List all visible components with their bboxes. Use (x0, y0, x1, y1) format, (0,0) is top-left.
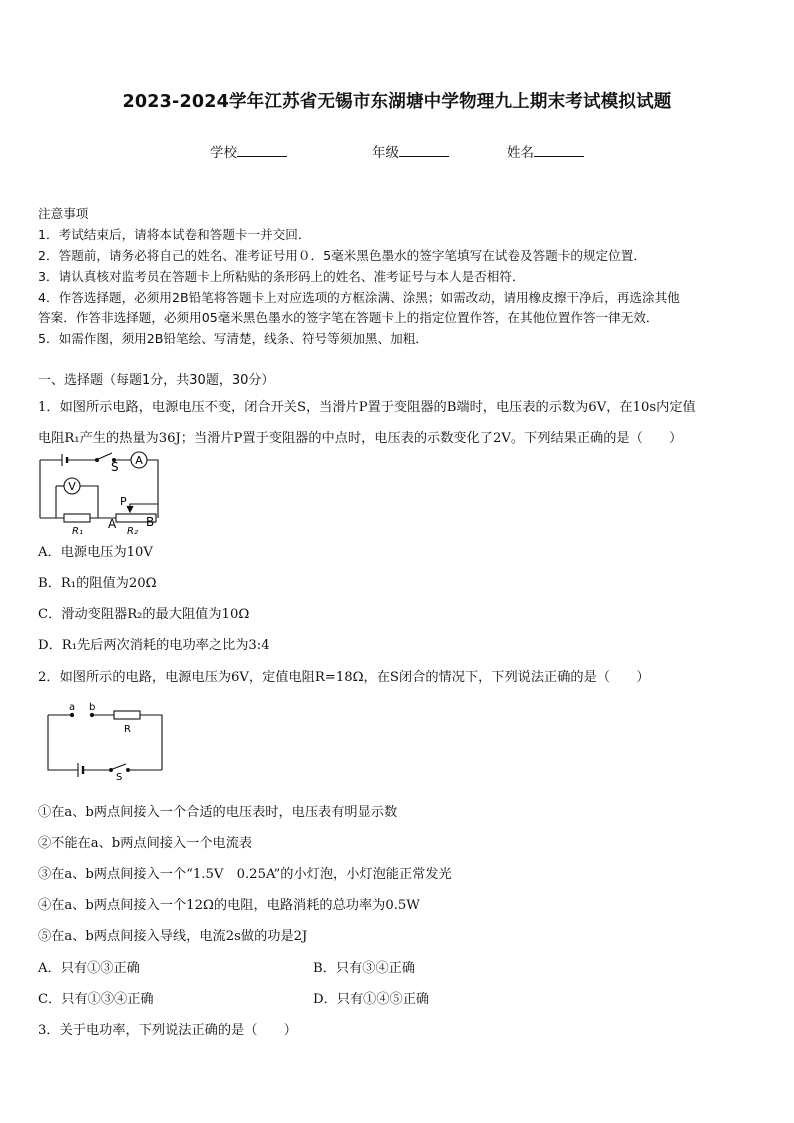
note-item: 2．答题前，请务必将自己的姓名、准考证号用０．5毫米黑色墨水的签字笔填写在试卷及答题卡的规定位置． (38, 248, 646, 263)
note-item: 5．如需作图，须用2B铅笔绘、写清楚，线条、符号等须加黑、加粗． (38, 331, 428, 346)
q2-statement: ②不能在a、b两点间接入一个电流表 (38, 836, 253, 851)
notes-heading: 注意事项 (38, 206, 89, 221)
q2-statement: ①在a、b两点间接入一个合适的电压表时，电压表有明显示数 (38, 805, 398, 820)
q1-stem-line2: 电阻R₁产生的热量为36J；当滑片P置于变阻器的中点时，电压表的示数变化了2V。下列结果正确的是（ ） (38, 431, 683, 446)
resistor-label: R (124, 724, 131, 735)
name-blank[interactable] (534, 144, 584, 157)
q1-option-a[interactable]: A．电源电压为10V (38, 545, 153, 560)
q2-statement: ③在a、b两点间接入一个“1.5V 0.25A”的小灯泡，小灯泡能正常发光 (38, 867, 452, 882)
note-item: 答案．作答非选择题，必须用05毫米黑色墨水的签字笔在答题卡上的指定位置作答，在其他位置作答一律无效． (38, 310, 659, 325)
r1-label: R₁ (72, 526, 83, 536)
q1-stem-line1: 1．如图所示电路，电源电压不变，闭合开关S，当滑片P置于变阻器的B端时，电压表的示数为6V，在10s内定值 (38, 400, 696, 415)
school-blank[interactable] (237, 144, 287, 157)
note-item: 1．考试结束后，请将本试卷和答题卡一并交回． (38, 227, 311, 242)
grade-label: 年级 (372, 145, 399, 161)
exam-title: 2023-2024学年江苏省无锡市东湖塘中学物理九上期末考试模拟试题 (122, 92, 672, 112)
q2-option-c[interactable]: C．只有①③④正确 (38, 992, 154, 1007)
q2-statement: ⑤在a、b两点间接入导线，电流2s做的功是2J (38, 929, 308, 944)
note-item: 4．作答选择题，必须用2B铅笔将答题卡上对应选项的方框涂满、涂黑；如需改动，请用橡皮擦干净后，再选涂其他 (38, 290, 680, 305)
q3-stem: 3．关于电功率，下列说法正确的是（ ） (38, 1023, 297, 1038)
r2-label: R₂ (127, 526, 138, 536)
q2-option-d[interactable]: D．只有①④⑤正确 (313, 992, 430, 1007)
q1-option-b[interactable]: B．R₁的阻值为20Ω (38, 576, 157, 591)
grade-blank[interactable] (399, 144, 449, 157)
section-heading: 一、选择题（每题1分，共30题，30分） (38, 373, 275, 388)
q2-statement: ④在a、b两点间接入一个12Ω的电阻，电路消耗的总功率为0.5W (38, 898, 420, 913)
school-field (210, 141, 287, 161)
q1-circuit-diagram (34, 450, 164, 536)
q2-option-a[interactable]: A．只有①③正确 (38, 961, 140, 976)
end-b-label: B (146, 515, 155, 529)
q1-option-d[interactable]: D．R₁先后两次消耗的电功率之比为3:4 (38, 638, 270, 653)
school-label: 学校 (210, 145, 237, 161)
q2-stem: 2．如图所示的电路，电源电压为6V，定值电阻R=18Ω，在S闭合的情况下，下列说法正确的是（ ） (38, 670, 650, 685)
note-item: 3．请认真核对监考员在答题卡上所粘贴的条形码上的姓名、准考证号与本人是否相符． (38, 269, 525, 284)
switch-label: S (116, 772, 123, 780)
voltmeter-label: V (68, 480, 76, 493)
name-field (507, 141, 584, 161)
grade-field (372, 141, 449, 161)
point-a-label: a (69, 702, 76, 713)
q2-option-b[interactable]: B．只有③④正确 (313, 961, 416, 976)
point-b-label: b (89, 702, 96, 713)
end-a-label: A (108, 517, 117, 531)
switch-label: S (111, 460, 119, 474)
slider-label: P (120, 495, 127, 508)
ammeter-label: A (135, 454, 143, 467)
q2-circuit-diagram (42, 700, 172, 780)
q1-option-c[interactable]: C．滑动变阻器R₂的最大阻值为10Ω (38, 607, 250, 622)
name-label: 姓名 (507, 145, 534, 161)
